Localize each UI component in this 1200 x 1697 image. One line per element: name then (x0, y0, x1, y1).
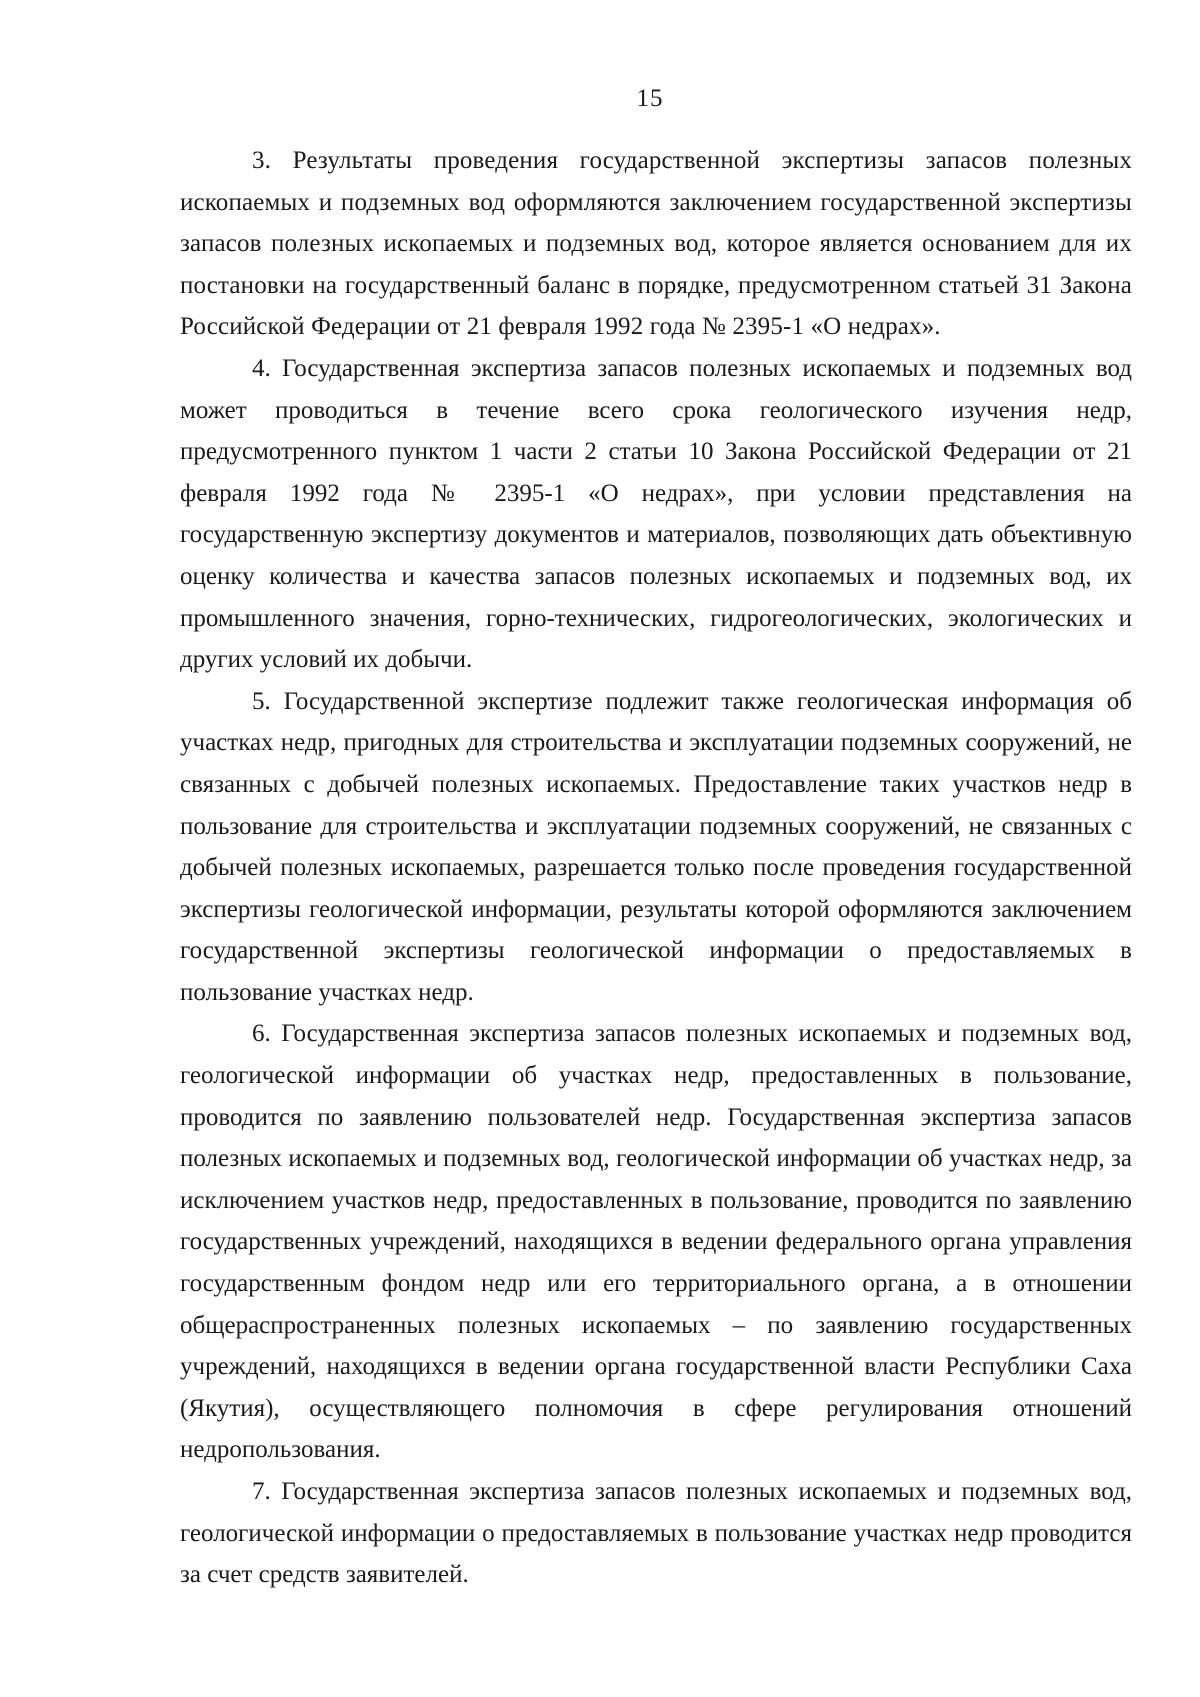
paragraph-4: 4. Государственная экспертиза запасов полезных ископаемых и подземных вод может проводиться в течение всего срока геологического изучения недр, предусмотренного пунктом 1 части 2 статьи 10 Закона Российской Федерации от 21 февраля 1992 года № 2395-1 «О недрах», при условии представления на государственную экспертизу документов и материалов, позволяющих дать объективную оценку количества и качества запасов полезных ископаемых и подземных вод, их промышленного значения, горно-технических, гидрогеологических, экологических и других условий их добычи. (180, 354, 1132, 674)
paragraph-3: 3. Результаты проведения государственной экспертизы запасов полезных ископаемых и подземных вод оформляются заключением государственной экспертизы запасов полезных ископаемых и подземных вод, которое является основанием для их постановки на государственный баланс в порядке, предусмотренном статьей 31 Закона Российской Федерации от 21 февраля 1992 года № 2395-1 «О недрах». (180, 147, 1132, 341)
paragraph-6: 6. Государственная экспертиза запасов полезных ископаемых и подземных вод, геологической информации об участках недр, предоставленных в пользование, проводится по заявлению пользователей недр. Государственная экспертиза запасов полезных ископаемых и подземных вод, геологической информации об участках недр, за исключением участков недр, предоставленных в пользование, проводится по заявлению государственных учреждений, находящихся в ведении федерального органа управления государственным фондом недр или его территориального органа, а в отношении общераспространенных полезных ископаемых – по заявлению государственных учреждений, находящихся в ведении органа государственной власти Республики Саха (Якутия), осуществляющего полномочия в сфере регулирования отношений недропользования. (180, 1020, 1132, 1464)
document-body (180, 140, 1132, 1596)
paragraph-7: 7. Государственная экспертиза запасов полезных ископаемых и подземных вод, геологической информации о предоставляемых в пользование участках недр проводится за счет средств заявителей. (180, 1478, 1132, 1589)
paragraph-5: 5. Государственной экспертизе подлежит также геологическая информация об участках недр, пригодных для строительства и эксплуатации подземных сооружений, не связанных с добычей полезных ископаемых. Предоставление таких участков недр в пользование для строительства и эксплуатации подземных сооружений, не связанных с добычей полезных ископаемых, разрешается только после проведения государственной экспертизы геологической информации, результаты которой оформляются заключением государственной экспертизы геологической информации о предоставляемых в пользование участках недр. (180, 687, 1132, 1006)
page-number: 15 (636, 85, 664, 112)
